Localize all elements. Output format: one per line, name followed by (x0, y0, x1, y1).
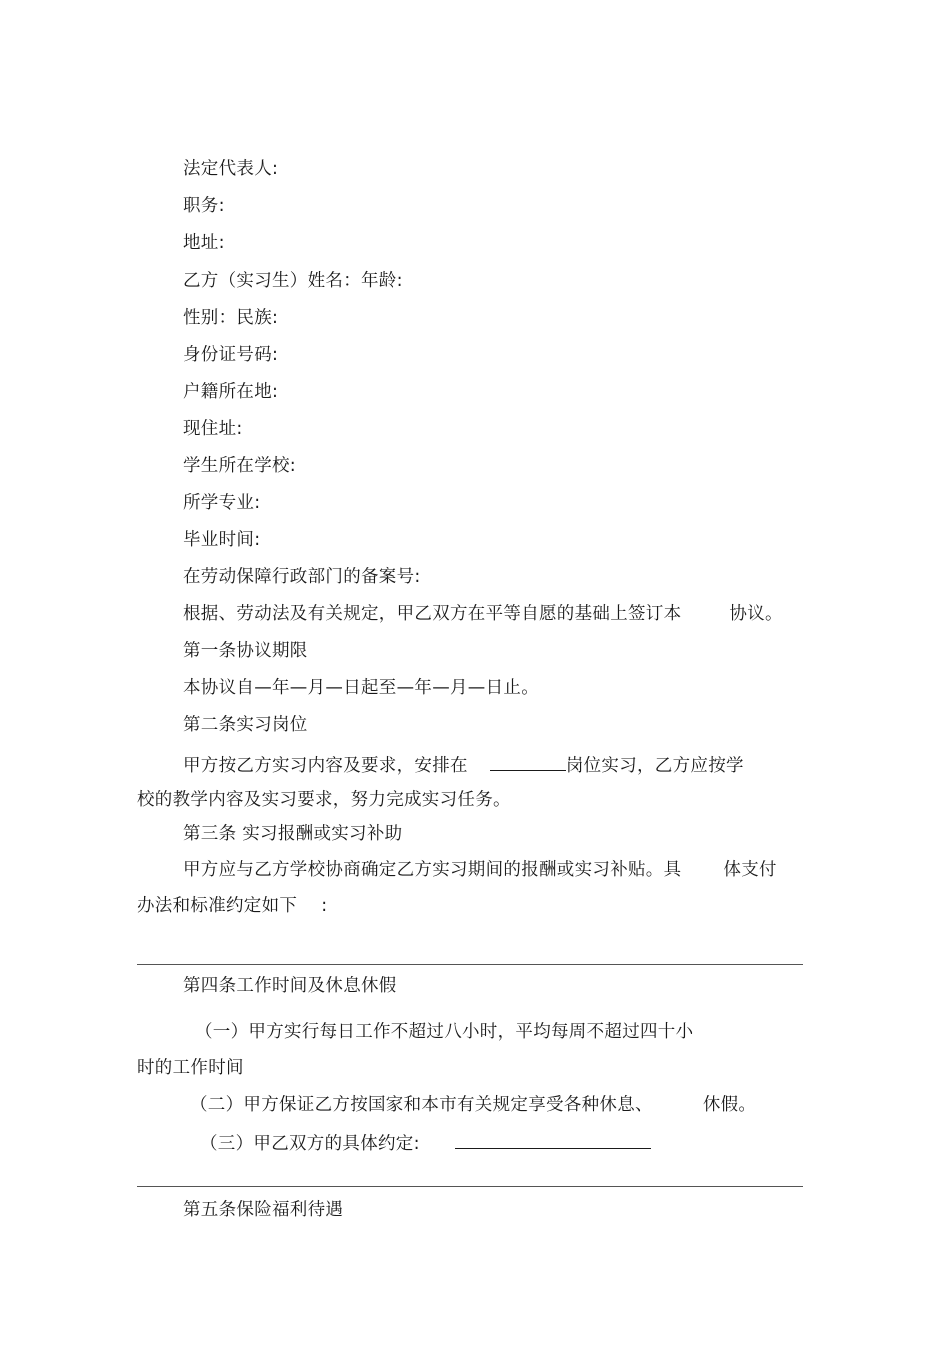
article-3-line-2: 办法和标准约定如下 : (137, 896, 328, 916)
field-household-registration: 户籍所在地: (183, 382, 279, 402)
article-1-text: 本协议自—年—月—日起至—年—月—日止。 (183, 678, 539, 698)
preamble-text-end: 协议。 (729, 604, 783, 624)
article-4-title: 第四条工作时间及休息休假 (183, 976, 397, 996)
article-4-item-1-line-1: （一）甲方实行每日工作不超过八小时，平均每周不超过四十小 (195, 1022, 694, 1042)
preamble-paragraph (183, 603, 783, 625)
field-address: 地址: (183, 233, 225, 253)
field-current-address: 现住址: (183, 419, 243, 439)
field-id-number: 身份证号码: (183, 345, 279, 365)
article-3-title: 第三条 实习报酬或实习补助 (183, 824, 403, 844)
horizontal-rule (137, 964, 803, 965)
article-4-item-3: （三）甲乙双方的具体约定: (200, 1130, 651, 1155)
post-blank (490, 752, 566, 771)
field-legal-representative: 法定代表人: (183, 159, 279, 179)
field-filing-number: 在劳动保障行政部门的备案号: (183, 567, 421, 587)
article-1-title: 第一条协议期限 (183, 641, 308, 661)
field-graduation-time: 毕业时间: (183, 530, 261, 550)
article-2-title: 第二条实习岗位 (183, 715, 308, 735)
horizontal-rule (137, 1186, 803, 1187)
field-student-school: 学生所在学校: (183, 456, 296, 476)
article-2-line-1: 甲方按乙方实习内容及要求，安排在 岗位实习，乙方应按学 (183, 752, 744, 777)
article-5-title: 第五条保险福利待遇 (183, 1200, 344, 1220)
article-2-line-2: 校的教学内容及实习要求，努力完成实习任务。 (137, 790, 511, 810)
article-4-item-2: （二）甲方保证乙方按国家和本市有关规定享受各种休息、 休假。 (190, 1095, 757, 1115)
field-party-b-name-age: 乙方（实习生）姓名：年龄: (183, 271, 403, 291)
field-position: 职务: (183, 196, 225, 216)
field-major: 所学专业: (183, 493, 261, 513)
article-4-item-1-line-2: 时的工作时间 (137, 1058, 244, 1078)
article-3-line-1: 甲方应与乙方学校协商确定乙方实习期间的报酬或实习补贴。具 体支付 (183, 860, 777, 880)
agreement-blank (455, 1130, 651, 1149)
preamble-text: 根据、劳动法及有关规定，甲乙双方在平等自愿的基础上签订本 (183, 604, 682, 624)
field-gender-ethnicity: 性别：民族: (183, 308, 279, 328)
